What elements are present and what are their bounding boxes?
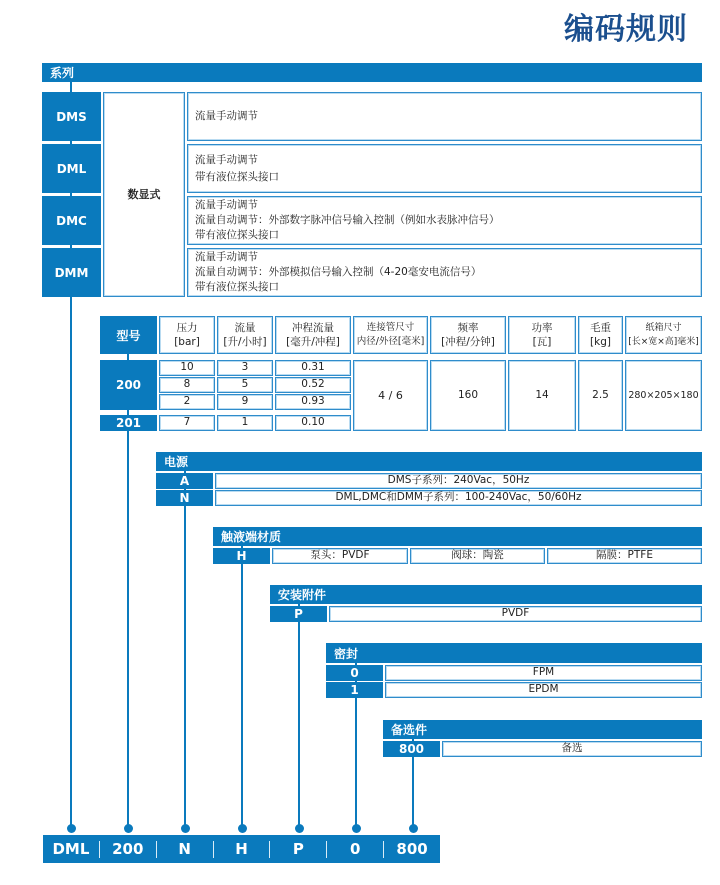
shared-weight: 2.5 — [578, 360, 623, 431]
shared-carton: 280×205×180 — [625, 360, 702, 431]
model-header-power: 功率 [瓦] — [508, 316, 576, 354]
series-desc-dmm: 流量手动调节 流量自动调节：外部模拟信号输入控制（4-20毫安电流信号） 带有液位探头接口 — [187, 248, 702, 297]
material-pump-head: 泵头：PVDF — [272, 548, 408, 564]
power-value-n: DML,DMC和DMM子系列：100-240Vac，50/60Hz — [215, 490, 702, 506]
seal-header: 密封 — [326, 643, 702, 663]
table-cell: 8 — [159, 377, 215, 393]
series-code-dms: DMS — [42, 92, 101, 141]
model-code-200: 200 — [100, 360, 157, 410]
series-code-dml: DML — [42, 144, 101, 193]
table-cell: 0.93 — [275, 394, 351, 410]
mounting-header: 安装附件 — [270, 585, 702, 604]
model-header-weight: 毛重 [kg] — [578, 316, 623, 354]
series-code-dmm: DMM — [42, 248, 101, 297]
connector-dot — [238, 824, 247, 833]
connector-dot — [409, 824, 418, 833]
connector-dot — [352, 824, 361, 833]
series-desc-dms: 流量手动调节 — [187, 92, 702, 141]
series-code-dmc: DMC — [42, 196, 101, 245]
power-header: 电源 — [156, 452, 702, 471]
spare-header: 备选件 — [383, 720, 702, 739]
table-cell: 5 — [217, 377, 273, 393]
connector-line-power — [184, 452, 186, 828]
connector-line-series — [70, 82, 72, 828]
shared-frequency: 160 — [430, 360, 506, 431]
mounting-value-p: PVDF — [329, 606, 702, 622]
mounting-code-p: P — [270, 606, 327, 622]
power-value-a: DMS子系列：240Vac，50Hz — [215, 473, 702, 489]
code-segment-spare: 800 — [396, 840, 428, 858]
material-header: 触液端材质 — [213, 527, 702, 546]
table-cell: 3 — [217, 360, 273, 376]
series-desc-dmc: 流量手动调节 流量自动调节：外部数字脉冲信号输入控制（例如水表脉冲信号） 带有液位探头接口 — [187, 196, 702, 245]
series-desc-dml: 流量手动调节 带有液位探头接口 — [187, 144, 702, 193]
material-valve-ball: 阀球：陶瓷 — [410, 548, 545, 564]
table-cell: 0.31 — [275, 360, 351, 376]
code-segment-mounting: P — [292, 840, 304, 858]
material-diaphragm: 隔膜：PTFE — [547, 548, 702, 564]
model-header-frequency: 频率 [冲程/分钟] — [430, 316, 506, 354]
example-code-bar — [43, 835, 440, 863]
material-code-h: H — [213, 548, 270, 564]
code-segment-material: H — [235, 840, 248, 858]
connector-dot — [181, 824, 190, 833]
code-segment-series: DML — [52, 840, 90, 858]
code-segment-model: 200 — [112, 840, 144, 858]
connector-dot — [67, 824, 76, 833]
shared-connection: 4 / 6 — [353, 360, 428, 431]
series-group-label: 数显式 — [103, 92, 185, 297]
power-code-n: N — [156, 490, 213, 506]
connector-dot — [295, 824, 304, 833]
page-title: 编码规则 — [564, 12, 688, 47]
connector-dot — [124, 824, 133, 833]
table-cell: 0.52 — [275, 377, 351, 393]
spare-code-800: 800 — [383, 741, 440, 757]
table-cell: 0.10 — [275, 415, 351, 431]
model-header-flow: 流量 [升/小时] — [217, 316, 273, 354]
table-cell: 1 — [217, 415, 273, 431]
connector-line-material — [241, 527, 243, 828]
spare-value-800: 备选 — [442, 741, 702, 757]
model-header-connection: 连接管尺寸 内径/外径[毫米] — [353, 316, 428, 354]
table-cell: 2 — [159, 394, 215, 410]
power-code-a: A — [156, 473, 213, 489]
series-header: 系列 — [42, 63, 702, 82]
model-header-pressure: 压力 [bar] — [159, 316, 215, 354]
table-cell: 7 — [159, 415, 215, 431]
seal-value-0: FPM — [385, 665, 702, 681]
table-cell: 9 — [217, 394, 273, 410]
model-header-carton: 纸箱尺寸 [长×宽×高]毫米] — [625, 316, 702, 354]
code-segment-power: N — [178, 840, 191, 858]
table-cell: 10 — [159, 360, 215, 376]
shared-power: 14 — [508, 360, 576, 431]
model-header-stroke-flow: 冲程流量 [毫升/冲程] — [275, 316, 351, 354]
seal-code-1: 1 — [326, 682, 383, 698]
model-code-201: 201 — [100, 415, 157, 431]
seal-value-1: EPDM — [385, 682, 702, 698]
code-segment-seal: 0 — [350, 840, 361, 858]
seal-code-0: 0 — [326, 665, 383, 681]
model-header-type: 型号 — [100, 316, 157, 354]
